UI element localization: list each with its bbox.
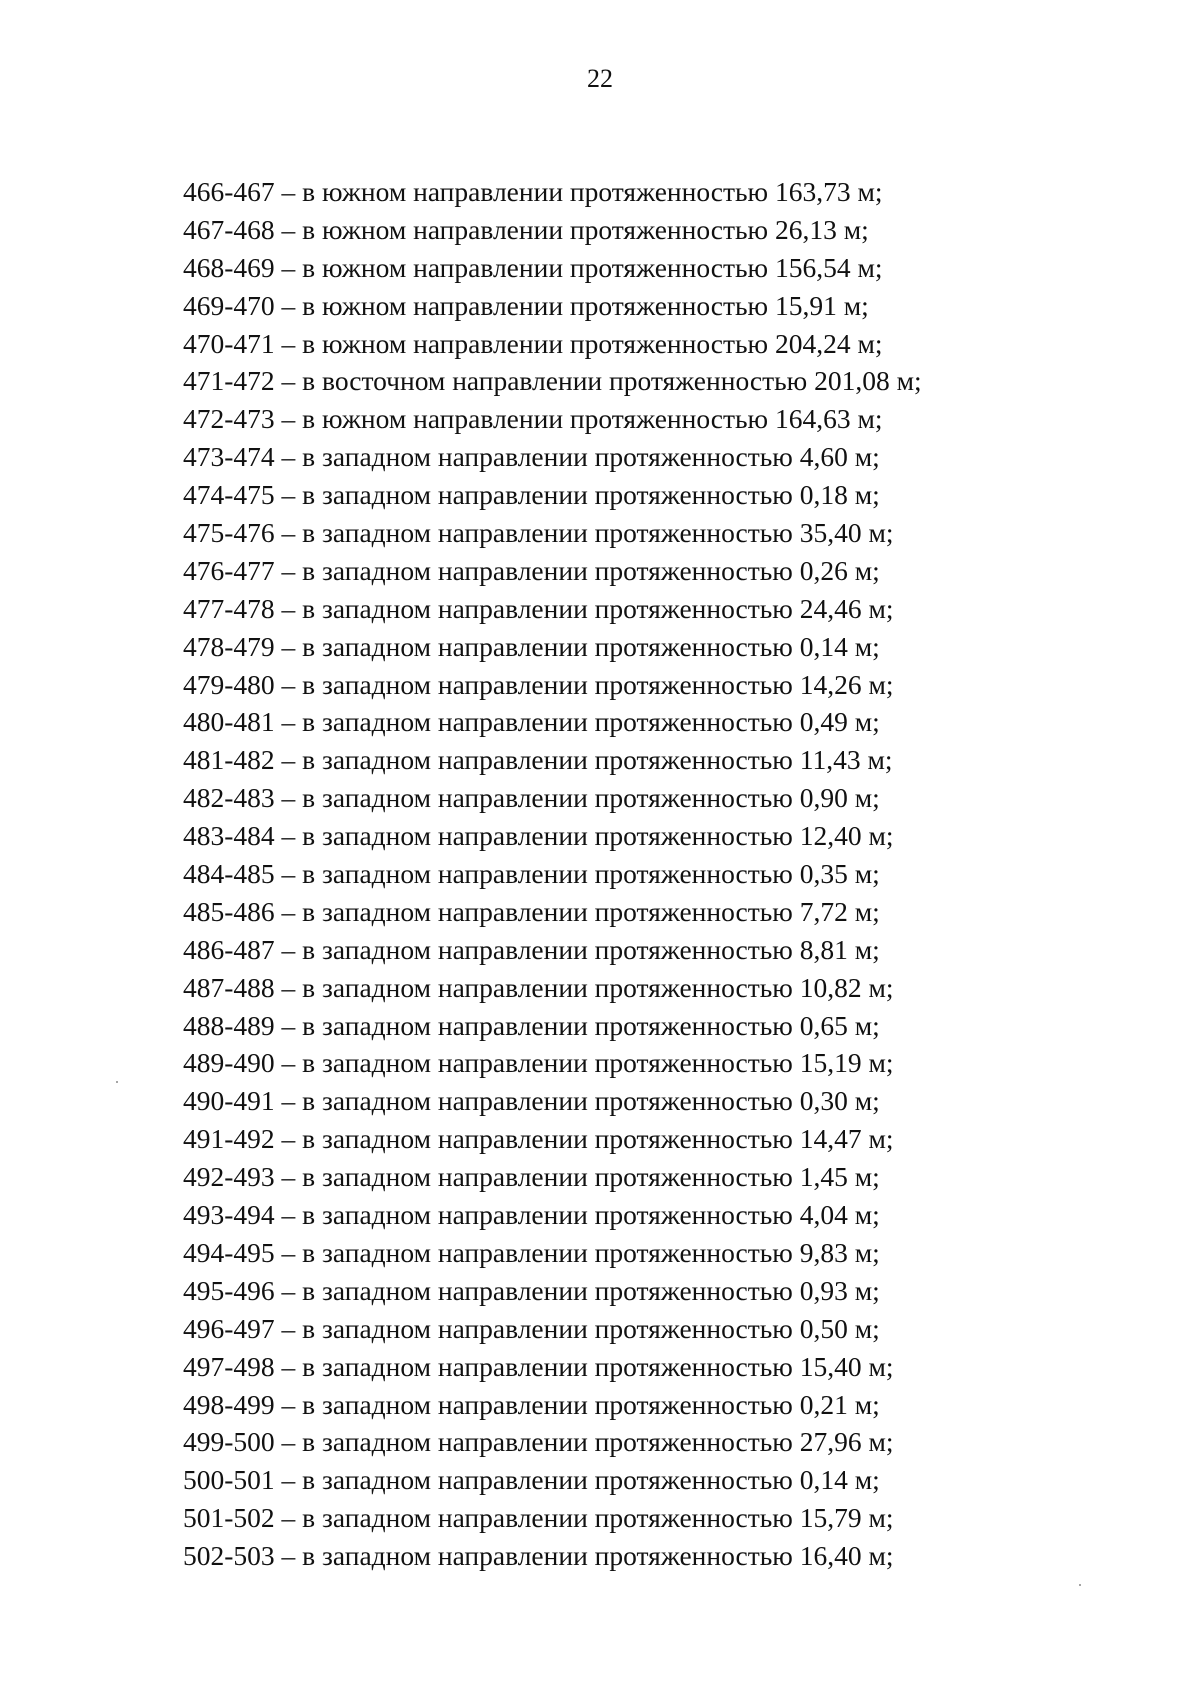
boundary-segment-line: 476-477 – в западном направлении протяженностью 0,26 м; (183, 554, 880, 586)
boundary-segment-line: 482-483 – в западном направлении протяженностью 0,90 м; (183, 782, 880, 814)
boundary-segment-line: 502-503 – в западном направлении протяженностью 16,40 м; (183, 1540, 894, 1572)
boundary-segment-list (183, 173, 922, 1575)
boundary-segment-line: 470-471 – в южном направлении протяженностью 204,24 м; (183, 327, 883, 359)
boundary-segment-line: 487-488 – в западном направлении протяженностью 10,82 м; (183, 971, 894, 1003)
boundary-segment-line: 466-467 – в южном направлении протяженностью 163,73 м; (183, 176, 883, 207)
boundary-segment-line: 481-482 – в западном направлении протяженностью 11,43 м; (183, 744, 893, 776)
page-number: 22 (587, 64, 613, 93)
boundary-segment-line: 484-485 – в западном направлении протяженностью 0,35 м; (183, 858, 880, 890)
boundary-segment-line: 475-476 – в западном направлении протяженностью 35,40 м; (183, 517, 894, 549)
boundary-segment-line: 486-487 – в западном направлении протяженностью 8,81 м; (183, 933, 880, 965)
boundary-segment-line: 501-502 – в западном направлении протяженностью 15,79 м; (183, 1502, 894, 1534)
boundary-segment-line: 473-474 – в западном направлении протяженностью 4,60 м; (183, 441, 880, 473)
boundary-segment-line: 485-486 – в западном направлении протяженностью 7,72 м; (183, 895, 880, 927)
boundary-segment-line: 472-473 – в южном направлении протяженностью 164,63 м; (183, 403, 883, 435)
boundary-segment-line: 480-481 – в западном направлении протяженностью 0,49 м; (183, 706, 880, 738)
boundary-segment-line: 490-491 – в западном направлении протяженностью 0,30 м; (183, 1085, 880, 1117)
boundary-segment-line: 499-500 – в западном направлении протяженностью 27,96 м; (183, 1426, 894, 1458)
boundary-segment-line: 477-478 – в западном направлении протяженностью 24,46 м; (183, 592, 894, 624)
boundary-segment-line: 488-489 – в западном направлении протяженностью 0,65 м; (183, 1009, 880, 1041)
boundary-segment-line: 492-493 – в западном направлении протяженностью 1,45 м; (183, 1161, 880, 1193)
boundary-segment-line: 489-490 – в западном направлении протяженностью 15,19 м; (183, 1047, 894, 1079)
boundary-segment-line: 483-484 – в западном направлении протяженностью 12,40 м; (183, 820, 894, 852)
boundary-segment-line: 496-497 – в западном направлении протяженностью 0,50 м; (183, 1312, 880, 1344)
boundary-segment-line: 467-468 – в южном направлении протяженностью 26,13 м; (183, 213, 869, 245)
scan-speck (116, 1081, 118, 1083)
boundary-segment-line: 478-479 – в западном направлении протяженностью 0,14 м; (183, 630, 880, 662)
boundary-segment-line: 498-499 – в западном направлении протяженностью 0,21 м; (183, 1388, 880, 1420)
boundary-segment-line: 494-495 – в западном направлении протяженностью 9,83 м; (183, 1236, 880, 1268)
boundary-segment-line: 468-469 – в южном направлении протяженностью 156,54 м; (183, 251, 883, 283)
boundary-segment-line: 500-501 – в западном направлении протяженностью 0,14 м; (183, 1464, 880, 1496)
boundary-segment-line: 471-472 – в восточном направлении протяженностью 201,08 м; (183, 365, 922, 397)
scan-speck (1079, 1584, 1081, 1586)
boundary-segment-line: 474-475 – в западном направлении протяженностью 0,18 м; (183, 479, 880, 511)
boundary-segment-line: 491-492 – в западном направлении протяженностью 14,47 м; (183, 1123, 894, 1155)
boundary-segment-line: 493-494 – в западном направлении протяженностью 4,04 м; (183, 1199, 880, 1231)
boundary-segment-line: 497-498 – в западном направлении протяженностью 15,40 м; (183, 1350, 894, 1382)
boundary-segment-line: 469-470 – в южном направлении протяженностью 15,91 м; (183, 289, 869, 321)
boundary-segment-line: 495-496 – в западном направлении протяженностью 0,93 м; (183, 1274, 880, 1306)
boundary-segment-line: 479-480 – в западном направлении протяженностью 14,26 м; (183, 668, 894, 700)
